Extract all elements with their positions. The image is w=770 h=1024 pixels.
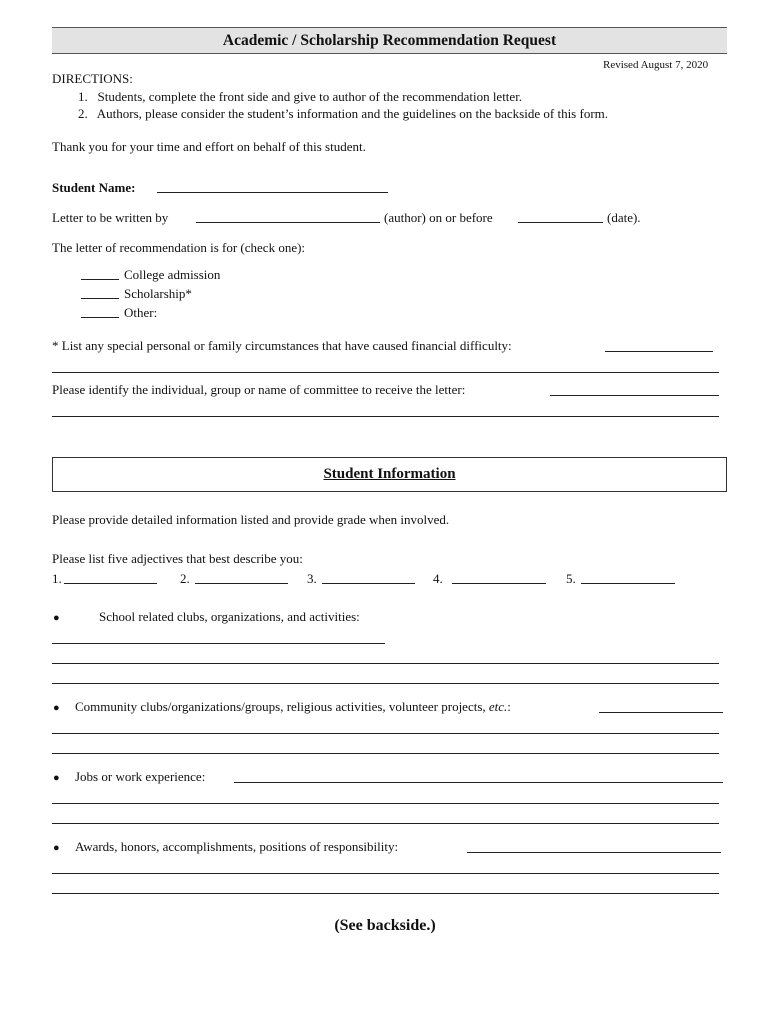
community-label [75,699,511,715]
school-clubs-label: School related clubs, organizations, and activities: [99,609,360,624]
community-line[interactable] [52,733,719,734]
school-clubs-field-short[interactable] [52,643,385,644]
awards-line[interactable] [52,893,719,894]
directions-heading: DIRECTIONS: [52,71,133,86]
special-circumstances-label: * List any special personal or family circumstances that have caused financial difficulty: [52,338,512,353]
revised-date: Revised August 7, 2020 [603,59,709,71]
community-label-etc: etc. [488,699,508,714]
adjective-field-2[interactable] [195,583,288,584]
check-option-scholarship: Scholarship* [124,286,192,301]
check-scholarship-blank[interactable] [81,298,119,299]
jobs-line[interactable] [52,803,719,804]
adjective-field-5[interactable] [581,583,675,584]
bullet-icon: ● [53,702,60,714]
direction-item: 2. Authors, please consider the student’s information and the guidelines on the backside of this form. [78,106,609,121]
adjective-number: 4. [433,571,443,586]
student-name-label: Student Name: [52,180,136,195]
adjectives-label: Please list five adjectives that best describe you: [52,551,303,566]
bullet-icon: ● [53,842,60,854]
school-clubs-line[interactable] [52,683,719,684]
community-label-colon: : [507,699,511,714]
community-label-text: Community clubs/organizations/groups, religious activities, volunteer projects, [75,699,486,714]
adjective-number: 5. [566,571,576,586]
identify-recipient-label: Please identify the individual, group or name of committee to receive the letter: [52,382,466,397]
author-field[interactable] [196,222,380,223]
recipient-field[interactable] [550,395,719,396]
see-backside-footer: (See backside.) [334,917,436,934]
check-option-college: College admission [124,267,221,282]
thank-you-text: Thank you for your time and effort on behalf of this student. [52,139,366,154]
letter-by-suffix: (date). [607,210,641,225]
bullet-icon: ● [53,612,60,624]
jobs-field[interactable] [234,782,723,783]
awards-line[interactable] [52,873,719,874]
date-field[interactable] [518,222,603,223]
adjective-field-4[interactable] [452,583,546,584]
awards-field[interactable] [467,852,721,853]
adjective-number: 3. [307,571,317,586]
letter-by-prefix: Letter to be written by [52,210,169,225]
jobs-label: Jobs or work experience: [75,769,206,784]
awards-label: Awards, honors, accomplishments, positions of responsibility: [75,839,399,854]
community-line[interactable] [52,753,719,754]
community-field[interactable] [599,712,723,713]
check-other-blank[interactable] [81,317,119,318]
adjective-number: 2. [180,571,190,586]
provide-info-text: Please provide detailed information listed and provide grade when involved. [52,512,450,527]
school-clubs-line[interactable] [52,663,719,664]
letter-by-middle: (author) on or before [384,210,493,225]
bullet-icon: ● [53,772,60,784]
form-title: Academic / Scholarship Recommendation Request [52,27,727,54]
direction-item: 1. Students, complete the front side and give to author of the recommendation letter. [78,89,523,104]
student-name-field[interactable] [157,192,388,193]
adjective-field-3[interactable] [322,583,415,584]
special-circumstances-line[interactable] [52,372,719,373]
section-header-student-info [52,457,727,492]
letter-for-label: The letter of recommendation is for (check one): [52,240,306,255]
check-college-blank[interactable] [81,279,119,280]
adjective-number: 1. [52,571,62,586]
check-option-other: Other: [124,305,158,320]
section-title: Student Information [323,466,456,482]
special-circumstances-field[interactable] [605,351,713,352]
jobs-line[interactable] [52,823,719,824]
adjective-field-1[interactable] [64,583,157,584]
recipient-line[interactable] [52,416,719,417]
